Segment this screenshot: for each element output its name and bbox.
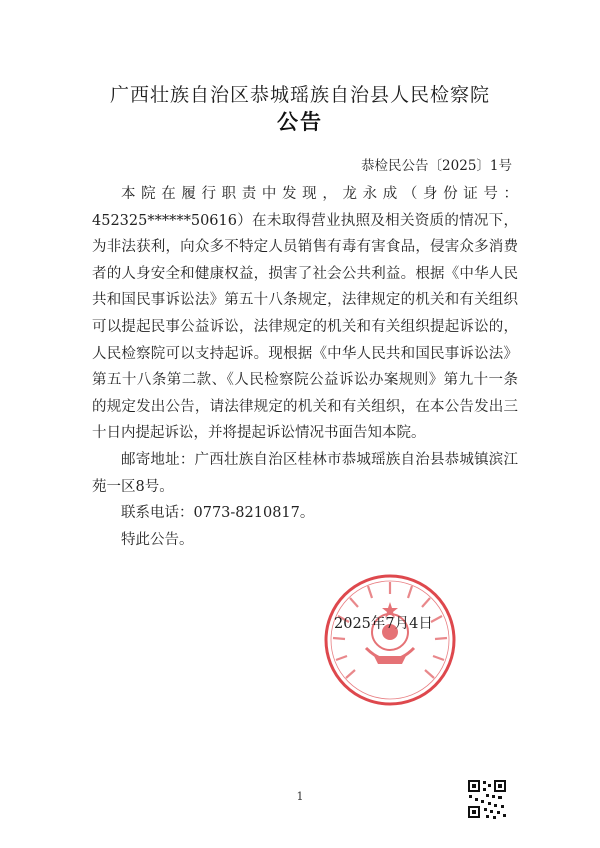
document-number: 恭检民公告〔2025〕1号 [361, 158, 512, 174]
issuer-title: 广西壮族自治区恭城瑶族自治县人民检察院 [109, 84, 490, 106]
issue-date: 2025年7月4日 [334, 616, 433, 632]
announcement-body [92, 181, 518, 553]
page-number: 1 [296, 790, 304, 803]
official-seal-icon [322, 572, 458, 708]
paragraph-main: 本院在履行职责中发现，龙永成（身份证号：452325******50616）在未取得营业执照及相关资质的情况下，为非法获利，向众多不特定人员销售有毒有害食品，侵害众多消费者的人身安全和健康权益，损害了社会公共利益。根据《中华人民共和国民事诉讼法》第五十八条规定，法律规定的机关和有关组织可以提起民事公益诉讼，法律规定的机关和有关组织提起诉讼的，人民检察院可以支持起诉。现根据《中华人民共和国民事诉讼法》第五十八条第二款、《人民检察院公益诉讼办案规则》第九十一条的规定发出公告，请法律规定的机关和有关组织，在本公告发出三十日内提起诉讼，并将提起诉讼情况书面告知本院。 [92, 186, 518, 442]
paragraph-phone: 联系电话：0773-8210817。 [121, 505, 315, 522]
paragraph-closing: 特此公告。 [121, 531, 194, 548]
paragraph-address: 邮寄地址：广西壮族自治区桂林市恭城瑶族自治县恭城镇滨江苑一区8号。 [92, 451, 518, 495]
announcement-heading: 公告 [277, 109, 323, 134]
qr-code-icon [466, 778, 508, 820]
